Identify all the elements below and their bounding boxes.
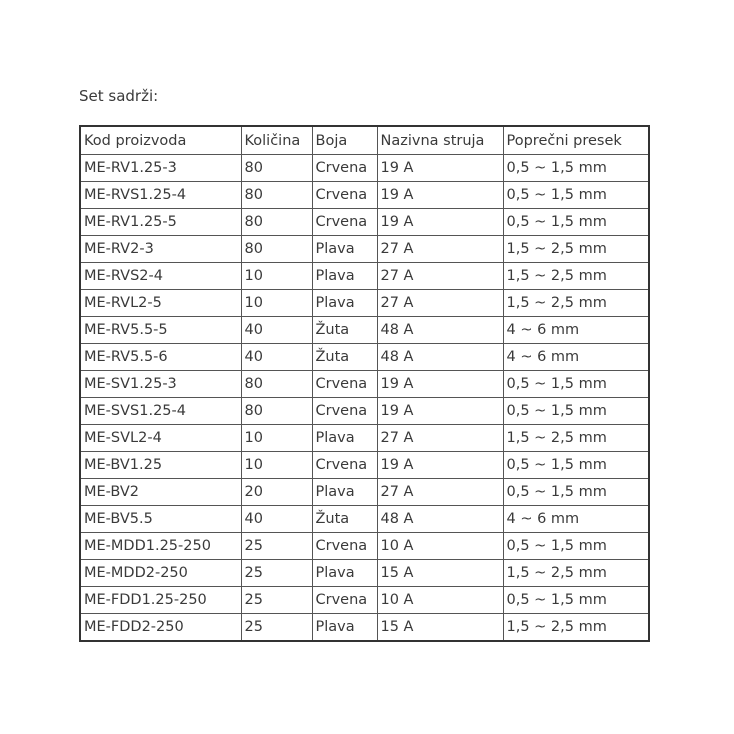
header-cross-section: Poprečni presek <box>503 126 649 155</box>
cell-color: Plava <box>312 479 377 506</box>
cell-cross-section: 1,5 ~ 2,5 mm <box>503 290 649 317</box>
cell-product-code: ME-RV2-3 <box>80 236 241 263</box>
table-row <box>80 533 649 560</box>
cell-quantity: 25 <box>241 533 312 560</box>
cell-cross-section: 1,5 ~ 2,5 mm <box>503 236 649 263</box>
cell-rated-current: 27 A <box>377 425 503 452</box>
cell-rated-current: 19 A <box>377 209 503 236</box>
cell-rated-current: 48 A <box>377 317 503 344</box>
cell-rated-current: 10 A <box>377 533 503 560</box>
cell-quantity: 25 <box>241 614 312 642</box>
cell-color: Crvena <box>312 533 377 560</box>
cell-color: Plava <box>312 263 377 290</box>
cell-rated-current: 19 A <box>377 371 503 398</box>
cell-rated-current: 19 A <box>377 182 503 209</box>
cell-color: Plava <box>312 290 377 317</box>
table-row <box>80 317 649 344</box>
table-row <box>80 506 649 533</box>
cell-quantity: 20 <box>241 479 312 506</box>
cell-color: Plava <box>312 560 377 587</box>
cell-quantity: 40 <box>241 506 312 533</box>
cell-quantity: 80 <box>241 155 312 182</box>
table-header <box>80 126 649 155</box>
cell-rated-current: 27 A <box>377 479 503 506</box>
cell-cross-section: 0,5 ~ 1,5 mm <box>503 587 649 614</box>
cell-rated-current: 27 A <box>377 236 503 263</box>
table-row <box>80 290 649 317</box>
cell-color: Plava <box>312 614 377 642</box>
table-body <box>80 155 649 642</box>
cell-rated-current: 27 A <box>377 263 503 290</box>
cell-rated-current: 19 A <box>377 155 503 182</box>
cell-product-code: ME-RVS1.25-4 <box>80 182 241 209</box>
table-row <box>80 452 649 479</box>
table-row <box>80 479 649 506</box>
cell-color: Žuta <box>312 317 377 344</box>
cell-color: Plava <box>312 236 377 263</box>
cell-quantity: 80 <box>241 182 312 209</box>
cell-quantity: 10 <box>241 263 312 290</box>
cell-rated-current: 15 A <box>377 560 503 587</box>
cell-quantity: 40 <box>241 344 312 371</box>
cell-cross-section: 4 ~ 6 mm <box>503 344 649 371</box>
table-row <box>80 263 649 290</box>
cell-product-code: ME-SVL2-4 <box>80 425 241 452</box>
cell-product-code: ME-BV5.5 <box>80 506 241 533</box>
table-row <box>80 398 649 425</box>
cell-cross-section: 0,5 ~ 1,5 mm <box>503 452 649 479</box>
table-row <box>80 587 649 614</box>
product-spec-table <box>79 125 650 642</box>
table-row <box>80 371 649 398</box>
table-row <box>80 560 649 587</box>
table-row <box>80 344 649 371</box>
cell-product-code: ME-SVS1.25-4 <box>80 398 241 425</box>
cell-product-code: ME-FDD1.25-250 <box>80 587 241 614</box>
cell-color: Crvena <box>312 182 377 209</box>
cell-product-code: ME-MDD1.25-250 <box>80 533 241 560</box>
cell-cross-section: 1,5 ~ 2,5 mm <box>503 560 649 587</box>
cell-quantity: 80 <box>241 236 312 263</box>
cell-rated-current: 48 A <box>377 344 503 371</box>
cell-rated-current: 27 A <box>377 290 503 317</box>
cell-cross-section: 0,5 ~ 1,5 mm <box>503 398 649 425</box>
cell-quantity: 10 <box>241 425 312 452</box>
cell-product-code: ME-BV2 <box>80 479 241 506</box>
cell-quantity: 25 <box>241 560 312 587</box>
table-row <box>80 614 649 642</box>
table-row <box>80 209 649 236</box>
cell-cross-section: 0,5 ~ 1,5 mm <box>503 209 649 236</box>
table-row <box>80 155 649 182</box>
table-row <box>80 236 649 263</box>
cell-quantity: 40 <box>241 317 312 344</box>
cell-color: Crvena <box>312 398 377 425</box>
cell-product-code: ME-RVL2-5 <box>80 290 241 317</box>
table-row <box>80 425 649 452</box>
cell-color: Crvena <box>312 155 377 182</box>
header-quantity: Količina <box>241 126 312 155</box>
cell-cross-section: 0,5 ~ 1,5 mm <box>503 371 649 398</box>
cell-rated-current: 19 A <box>377 398 503 425</box>
cell-product-code: ME-FDD2-250 <box>80 614 241 642</box>
cell-product-code: ME-RV1.25-5 <box>80 209 241 236</box>
cell-quantity: 80 <box>241 371 312 398</box>
cell-product-code: ME-RV5.5-5 <box>80 317 241 344</box>
cell-product-code: ME-RV1.25-3 <box>80 155 241 182</box>
table-row <box>80 182 649 209</box>
cell-product-code: ME-MDD2-250 <box>80 560 241 587</box>
cell-product-code: ME-BV1.25 <box>80 452 241 479</box>
cell-rated-current: 15 A <box>377 614 503 642</box>
cell-product-code: ME-RV5.5-6 <box>80 344 241 371</box>
cell-quantity: 80 <box>241 209 312 236</box>
cell-rated-current: 19 A <box>377 452 503 479</box>
header-rated-current: Nazivna struja <box>377 126 503 155</box>
cell-cross-section: 0,5 ~ 1,5 mm <box>503 533 649 560</box>
cell-color: Žuta <box>312 344 377 371</box>
cell-cross-section: 1,5 ~ 2,5 mm <box>503 263 649 290</box>
header-color: Boja <box>312 126 377 155</box>
cell-cross-section: 0,5 ~ 1,5 mm <box>503 182 649 209</box>
cell-cross-section: 4 ~ 6 mm <box>503 317 649 344</box>
cell-product-code: ME-SV1.25-3 <box>80 371 241 398</box>
cell-rated-current: 10 A <box>377 587 503 614</box>
cell-quantity: 25 <box>241 587 312 614</box>
cell-cross-section: 1,5 ~ 2,5 mm <box>503 614 649 642</box>
set-contents-heading: Set sadrži: <box>79 87 159 105</box>
cell-cross-section: 4 ~ 6 mm <box>503 506 649 533</box>
cell-rated-current: 48 A <box>377 506 503 533</box>
header-row <box>80 126 649 155</box>
cell-product-code: ME-RVS2-4 <box>80 263 241 290</box>
cell-quantity: 10 <box>241 290 312 317</box>
cell-cross-section: 0,5 ~ 1,5 mm <box>503 155 649 182</box>
cell-color: Crvena <box>312 452 377 479</box>
cell-cross-section: 0,5 ~ 1,5 mm <box>503 479 649 506</box>
cell-color: Plava <box>312 425 377 452</box>
cell-quantity: 80 <box>241 398 312 425</box>
cell-color: Žuta <box>312 506 377 533</box>
header-product-code: Kod proizvoda <box>80 126 241 155</box>
cell-color: Crvena <box>312 209 377 236</box>
cell-color: Crvena <box>312 587 377 614</box>
cell-quantity: 10 <box>241 452 312 479</box>
cell-color: Crvena <box>312 371 377 398</box>
cell-cross-section: 1,5 ~ 2,5 mm <box>503 425 649 452</box>
